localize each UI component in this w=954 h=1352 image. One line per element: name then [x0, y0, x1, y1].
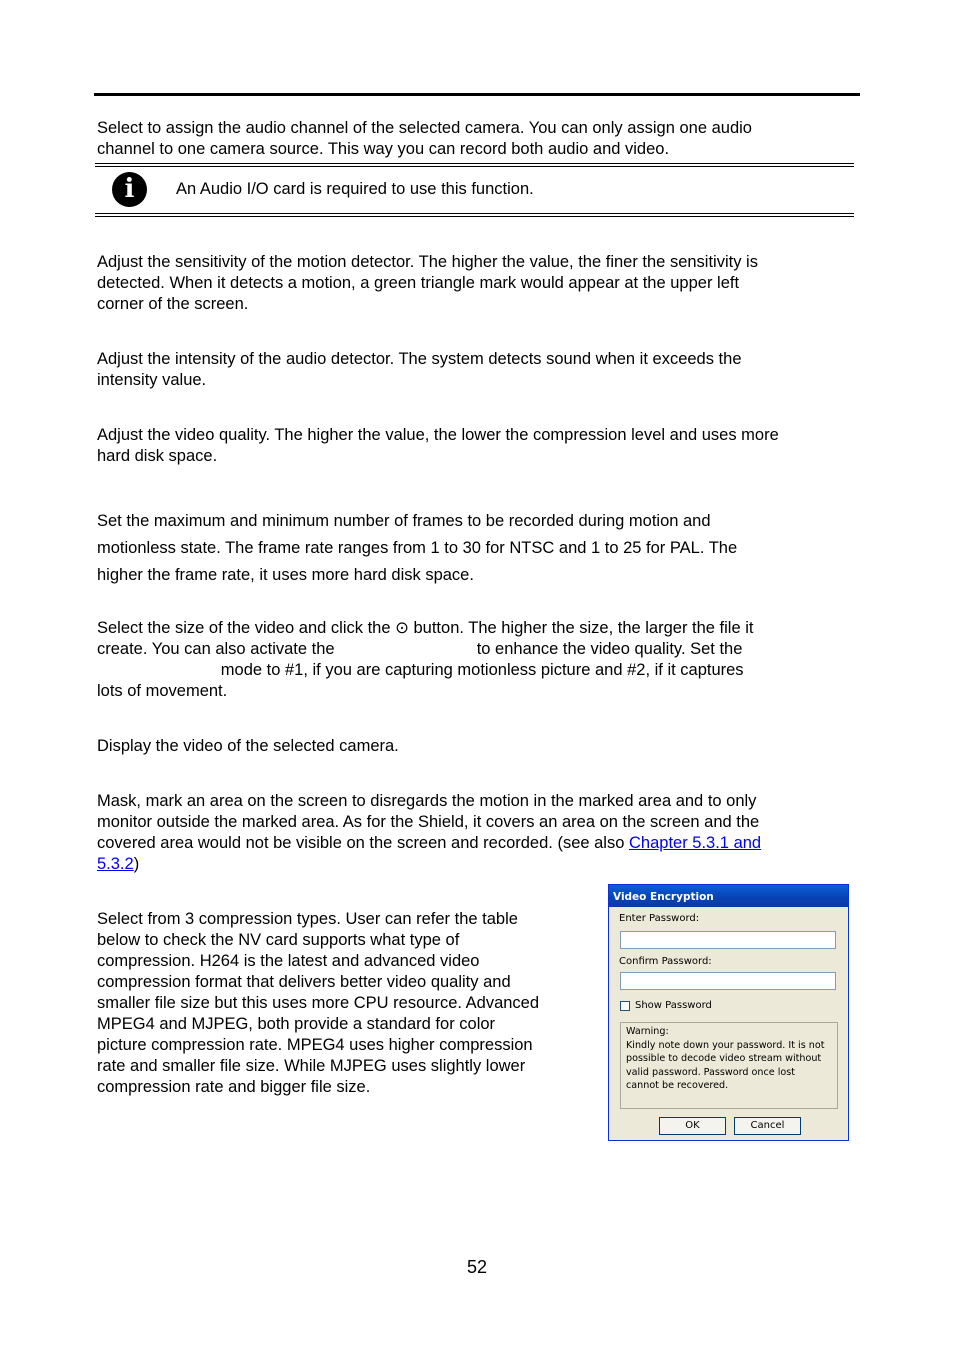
sensitivity-paragraph	[97, 252, 758, 315]
display-paragraph	[97, 736, 399, 757]
info-icon: i	[112, 172, 147, 207]
text-line: higher the frame rate, it uses more hard disk space.	[97, 566, 474, 584]
text-line: Adjust the video quality. The higher the value, the lower the compression level and uses more	[97, 426, 779, 444]
text-line: channel to one camera source. This way you can record both audio and video.	[97, 140, 670, 158]
mask-paragraph	[97, 791, 761, 875]
text-line: compression format that delivers better video quality and	[97, 973, 511, 991]
note-top-rule-inner	[95, 166, 854, 167]
text-line: monitor outside the marked area. As for the Shield, it covers an area on the screen and the	[97, 813, 760, 831]
cancel-button[interactable]: Cancel	[734, 1117, 801, 1135]
note-box	[95, 163, 854, 217]
text-line: picture compression rate. MPEG4 uses higher compression	[97, 1036, 533, 1054]
text-line: mode to #1, if you are capturing motionless picture and #2, if it captures	[97, 661, 744, 679]
text-line: covered area would not be visible on the screen and recorded. (see also	[97, 834, 629, 852]
text-line: corner of the screen.	[97, 295, 249, 313]
text-line: lots of movement.	[97, 682, 228, 700]
page-number: 52	[466, 1257, 488, 1277]
warning-text: Warning: Kindly note down your password. It is not possible to decode video stream without valid password. Password once lost cannot be recovered.	[620, 1022, 838, 1109]
text-line: compression rate and bigger file size.	[97, 1078, 371, 1096]
confirm-password-label: Confirm Password:	[619, 956, 712, 967]
chapter-link-continued[interactable]: 5.3.2	[97, 855, 134, 873]
frame-rate-paragraph	[97, 508, 737, 589]
text-line: compression. H264 is the latest and advanced video	[97, 952, 480, 970]
text-line: Adjust the sensitivity of the motion detector. The higher the value, the finer the sensitivity is	[97, 253, 758, 271]
text-line: Mask, mark an area on the screen to disregards the motion in the marked area and to only	[97, 792, 757, 810]
ok-button[interactable]: OK	[659, 1117, 726, 1135]
text-line: Set the maximum and minimum number of frames to be recorded during motion and	[97, 512, 711, 530]
confirm-password-field[interactable]	[620, 972, 836, 990]
video-size-paragraph	[97, 618, 753, 702]
text-line: MPEG4 and MJPEG, both provide a standard for color	[97, 1015, 496, 1033]
quality-paragraph	[97, 425, 779, 467]
header-rule	[94, 93, 860, 96]
text-line: smaller file size but this uses more CPU resource. Advanced	[97, 994, 540, 1012]
text-line: hard disk space.	[97, 447, 218, 465]
text-line: create. You can also activate the to enhance the video quality. Set the	[97, 640, 743, 658]
text-line: Select from 3 compression types. User can refer the table	[97, 910, 518, 928]
note-bottom-rule-inner	[95, 213, 854, 214]
text-line: Adjust the intensity of the audio detector. The system detects sound when it exceeds the	[97, 350, 742, 368]
audio-paragraph	[97, 118, 752, 160]
enter-password-label: Enter Password:	[619, 913, 700, 924]
text-line: motionless state. The frame rate ranges from 1 to 30 for NTSC and 1 to 25 for PAL. The	[97, 539, 738, 557]
text-line: intensity value.	[97, 371, 207, 389]
video-encryption-dialog	[608, 884, 849, 1141]
show-password-label: Show Password	[635, 1000, 712, 1011]
text-line: Select to assign the audio channel of the selected camera. You can only assign one audio	[97, 119, 752, 137]
chapter-link[interactable]: Chapter 5.3.1 and	[629, 834, 762, 852]
show-password-checkbox[interactable]	[620, 1001, 630, 1011]
note-text: An Audio I/O card is required to use this function.	[176, 180, 534, 198]
dialog-title: Video Encryption	[609, 885, 848, 907]
enter-password-field[interactable]	[620, 931, 836, 949]
text-line: Select the size of the video and click the ⊙ button. The higher the size, the larger the file it	[97, 619, 754, 637]
text-line: rate and smaller file size. While MJPEG uses slightly lower	[97, 1057, 526, 1075]
note-bottom-rule	[95, 216, 854, 217]
text-line: Display the video of the selected camera.	[97, 737, 399, 755]
compression-paragraph	[97, 909, 539, 1098]
text-line: below to check the NV card supports what type of	[97, 931, 460, 949]
text-line: detected. When it detects a motion, a green triangle mark would appear at the upper left	[97, 274, 740, 292]
text-close-paren: )	[133, 855, 140, 873]
audio-detector-paragraph	[97, 349, 742, 391]
note-top-rule	[95, 163, 854, 164]
